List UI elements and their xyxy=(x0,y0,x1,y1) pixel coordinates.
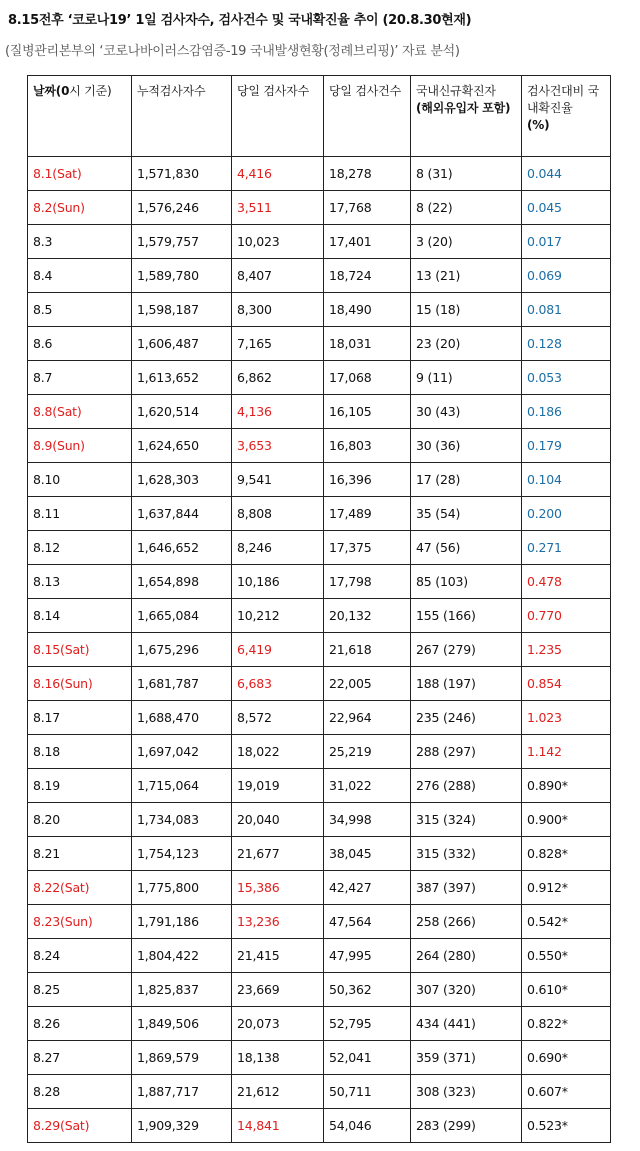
header-date xyxy=(28,76,132,157)
cell-positivity-rate: 0.890* xyxy=(522,769,611,803)
cell-cumulative: 1,613,652 xyxy=(132,361,232,395)
cell-daily-tests: 21,618 xyxy=(324,633,411,667)
table-row xyxy=(28,701,611,735)
cell-date: 8.6 xyxy=(28,327,132,361)
cell-positivity-rate: 0.478 xyxy=(522,565,611,599)
cell-domestic-cases: 23 (20) xyxy=(411,327,522,361)
cell-positivity-rate: 0.186 xyxy=(522,395,611,429)
cell-domestic-cases: 47 (56) xyxy=(411,531,522,565)
header-cumulative: 누적검사자수 xyxy=(132,76,232,157)
cell-daily-testers: 7,165 xyxy=(232,327,324,361)
cell-domestic-cases: 3 (20) xyxy=(411,225,522,259)
cell-daily-testers: 4,416 xyxy=(232,157,324,191)
cell-positivity-rate: 0.550* xyxy=(522,939,611,973)
table-row xyxy=(28,803,611,837)
cell-daily-testers: 10,023 xyxy=(232,225,324,259)
cell-date: 8.11 xyxy=(28,497,132,531)
cell-daily-testers: 15,386 xyxy=(232,871,324,905)
cell-daily-tests: 18,031 xyxy=(324,327,411,361)
cell-cumulative: 1,909,329 xyxy=(132,1109,232,1143)
cell-domestic-cases: 387 (397) xyxy=(411,871,522,905)
cell-positivity-rate: 0.179 xyxy=(522,429,611,463)
cell-daily-tests: 42,427 xyxy=(324,871,411,905)
table-row xyxy=(28,1109,611,1143)
cell-daily-testers: 8,572 xyxy=(232,701,324,735)
cell-date: 8.14 xyxy=(28,599,132,633)
cell-domestic-cases: 8 (22) xyxy=(411,191,522,225)
cell-domestic-cases: 8 (31) xyxy=(411,157,522,191)
cell-daily-tests: 34,998 xyxy=(324,803,411,837)
table-row xyxy=(28,463,611,497)
table-row xyxy=(28,837,611,871)
header-domestic-cases xyxy=(411,76,522,157)
cell-cumulative: 1,620,514 xyxy=(132,395,232,429)
cell-cumulative: 1,887,717 xyxy=(132,1075,232,1109)
cell-daily-tests: 18,490 xyxy=(324,293,411,327)
document-subtitle: (질병관리본부의 ‘코로나바이러스감염증-19 국내발생현황(정례브리핑)’ 자료 분석) xyxy=(5,44,460,59)
table-row xyxy=(28,1041,611,1075)
table-row xyxy=(28,973,611,1007)
cell-date: 8.29(Sat) xyxy=(28,1109,132,1143)
cell-date: 8.23(Sun) xyxy=(28,905,132,939)
cell-daily-tests: 52,041 xyxy=(324,1041,411,1075)
cell-cumulative: 1,637,844 xyxy=(132,497,232,531)
cell-daily-tests: 54,046 xyxy=(324,1109,411,1143)
cell-date: 8.7 xyxy=(28,361,132,395)
cell-cumulative: 1,654,898 xyxy=(132,565,232,599)
cell-cumulative: 1,697,042 xyxy=(132,735,232,769)
cell-daily-tests: 25,219 xyxy=(324,735,411,769)
cell-domestic-cases: 15 (18) xyxy=(411,293,522,327)
cell-daily-tests: 18,724 xyxy=(324,259,411,293)
cell-positivity-rate: 0.610* xyxy=(522,973,611,1007)
cell-positivity-rate: 0.900* xyxy=(522,803,611,837)
cell-daily-tests: 16,396 xyxy=(324,463,411,497)
table-row xyxy=(28,599,611,633)
cell-date: 8.16(Sun) xyxy=(28,667,132,701)
cell-domestic-cases: 283 (299) xyxy=(411,1109,522,1143)
cell-cumulative: 1,849,506 xyxy=(132,1007,232,1041)
cell-domestic-cases: 315 (332) xyxy=(411,837,522,871)
cell-daily-testers: 10,186 xyxy=(232,565,324,599)
cell-domestic-cases: 35 (54) xyxy=(411,497,522,531)
cell-date: 8.26 xyxy=(28,1007,132,1041)
cell-domestic-cases: 434 (441) xyxy=(411,1007,522,1041)
table-row xyxy=(28,1007,611,1041)
cell-positivity-rate: 0.053 xyxy=(522,361,611,395)
cell-daily-tests: 17,375 xyxy=(324,531,411,565)
cell-domestic-cases: 13 (21) xyxy=(411,259,522,293)
cell-daily-tests: 16,105 xyxy=(324,395,411,429)
cell-cumulative: 1,646,652 xyxy=(132,531,232,565)
cell-domestic-cases: 264 (280) xyxy=(411,939,522,973)
cell-domestic-cases: 17 (28) xyxy=(411,463,522,497)
cell-cumulative: 1,665,084 xyxy=(132,599,232,633)
cell-daily-testers: 18,138 xyxy=(232,1041,324,1075)
cell-positivity-rate: 1.142 xyxy=(522,735,611,769)
cell-daily-testers: 13,236 xyxy=(232,905,324,939)
cell-cumulative: 1,576,246 xyxy=(132,191,232,225)
table-row xyxy=(28,871,611,905)
cell-date: 8.15(Sat) xyxy=(28,633,132,667)
cell-daily-testers: 3,653 xyxy=(232,429,324,463)
cell-date: 8.24 xyxy=(28,939,132,973)
cell-positivity-rate: 1.235 xyxy=(522,633,611,667)
table-row xyxy=(28,531,611,565)
header-daily-testers: 당일 검사자수 xyxy=(232,76,324,157)
cell-positivity-rate: 0.044 xyxy=(522,157,611,191)
cell-date: 8.19 xyxy=(28,769,132,803)
cell-daily-testers: 10,212 xyxy=(232,599,324,633)
cell-positivity-rate: 0.690* xyxy=(522,1041,611,1075)
cell-date: 8.2(Sun) xyxy=(28,191,132,225)
cell-domestic-cases: 155 (166) xyxy=(411,599,522,633)
cell-positivity-rate: 0.828* xyxy=(522,837,611,871)
cell-positivity-rate: 0.045 xyxy=(522,191,611,225)
cell-daily-testers: 6,683 xyxy=(232,667,324,701)
table-row xyxy=(28,259,611,293)
table-row xyxy=(28,905,611,939)
cell-date: 8.17 xyxy=(28,701,132,735)
table-row xyxy=(28,939,611,973)
cell-positivity-rate: 0.128 xyxy=(522,327,611,361)
cell-domestic-cases: 315 (324) xyxy=(411,803,522,837)
cell-daily-tests: 22,005 xyxy=(324,667,411,701)
cell-domestic-cases: 235 (246) xyxy=(411,701,522,735)
cell-domestic-cases: 188 (197) xyxy=(411,667,522,701)
stats-table xyxy=(27,75,611,1143)
table-row xyxy=(28,429,611,463)
cell-positivity-rate: 0.081 xyxy=(522,293,611,327)
table-row xyxy=(28,1075,611,1109)
cell-positivity-rate: 0.271 xyxy=(522,531,611,565)
cell-date: 8.10 xyxy=(28,463,132,497)
cell-domestic-cases: 258 (266) xyxy=(411,905,522,939)
cell-daily-testers: 9,541 xyxy=(232,463,324,497)
cell-positivity-rate: 0.017 xyxy=(522,225,611,259)
cell-cumulative: 1,628,303 xyxy=(132,463,232,497)
cell-positivity-rate: 1.023 xyxy=(522,701,611,735)
cell-daily-tests: 17,798 xyxy=(324,565,411,599)
cell-daily-tests: 17,401 xyxy=(324,225,411,259)
cell-date: 8.28 xyxy=(28,1075,132,1109)
cell-daily-testers: 23,669 xyxy=(232,973,324,1007)
table-row xyxy=(28,633,611,667)
cell-cumulative: 1,791,186 xyxy=(132,905,232,939)
cell-domestic-cases: 308 (323) xyxy=(411,1075,522,1109)
cell-cumulative: 1,579,757 xyxy=(132,225,232,259)
cell-daily-tests: 47,995 xyxy=(324,939,411,973)
table-row xyxy=(28,361,611,395)
cell-cumulative: 1,754,123 xyxy=(132,837,232,871)
cell-daily-testers: 6,419 xyxy=(232,633,324,667)
cell-domestic-cases: 30 (36) xyxy=(411,429,522,463)
cell-date: 8.13 xyxy=(28,565,132,599)
cell-positivity-rate: 0.200 xyxy=(522,497,611,531)
cell-positivity-rate: 0.607* xyxy=(522,1075,611,1109)
header-date-main: 날짜(0 xyxy=(33,84,70,98)
document-title: 8.15전후 ‘코로나19’ 1일 검사자수, 검사건수 및 국내확진율 추이 (20.8.30현재) xyxy=(8,13,472,28)
cell-positivity-rate: 0.912* xyxy=(522,871,611,905)
cell-domestic-cases: 359 (371) xyxy=(411,1041,522,1075)
cell-daily-testers: 8,246 xyxy=(232,531,324,565)
table-row xyxy=(28,327,611,361)
cell-cumulative: 1,571,830 xyxy=(132,157,232,191)
cell-cumulative: 1,598,187 xyxy=(132,293,232,327)
cell-cumulative: 1,589,780 xyxy=(132,259,232,293)
cell-daily-tests: 38,045 xyxy=(324,837,411,871)
cell-date: 8.12 xyxy=(28,531,132,565)
cell-daily-tests: 16,803 xyxy=(324,429,411,463)
cell-domestic-cases: 288 (297) xyxy=(411,735,522,769)
table-body xyxy=(28,157,611,1143)
cell-cumulative: 1,688,470 xyxy=(132,701,232,735)
cell-date: 8.25 xyxy=(28,973,132,1007)
header-domestic-sub: (해외유입자 포함) xyxy=(416,101,511,115)
table-row xyxy=(28,157,611,191)
table-header-row xyxy=(28,76,611,157)
cell-daily-testers: 20,073 xyxy=(232,1007,324,1041)
header-domestic-main: 국내신규확진자 xyxy=(416,84,496,98)
cell-date: 8.3 xyxy=(28,225,132,259)
cell-date: 8.18 xyxy=(28,735,132,769)
cell-cumulative: 1,715,064 xyxy=(132,769,232,803)
header-rate-main: 검사건대비 국내확진율 xyxy=(527,84,599,115)
table-row xyxy=(28,395,611,429)
cell-date: 8.8(Sat) xyxy=(28,395,132,429)
cell-domestic-cases: 267 (279) xyxy=(411,633,522,667)
cell-daily-tests: 18,278 xyxy=(324,157,411,191)
cell-cumulative: 1,606,487 xyxy=(132,327,232,361)
cell-cumulative: 1,804,422 xyxy=(132,939,232,973)
cell-cumulative: 1,675,296 xyxy=(132,633,232,667)
cell-daily-testers: 8,407 xyxy=(232,259,324,293)
cell-date: 8.1(Sat) xyxy=(28,157,132,191)
cell-date: 8.4 xyxy=(28,259,132,293)
cell-date: 8.9(Sun) xyxy=(28,429,132,463)
table-row xyxy=(28,667,611,701)
header-positivity-rate xyxy=(522,76,611,157)
cell-cumulative: 1,681,787 xyxy=(132,667,232,701)
cell-daily-tests: 17,768 xyxy=(324,191,411,225)
cell-date: 8.27 xyxy=(28,1041,132,1075)
header-date-rest: 시 기준) xyxy=(69,84,112,98)
cell-daily-tests: 22,964 xyxy=(324,701,411,735)
table-row xyxy=(28,225,611,259)
cell-daily-testers: 19,019 xyxy=(232,769,324,803)
cell-daily-tests: 50,711 xyxy=(324,1075,411,1109)
cell-cumulative: 1,869,579 xyxy=(132,1041,232,1075)
cell-daily-testers: 21,612 xyxy=(232,1075,324,1109)
cell-daily-testers: 4,136 xyxy=(232,395,324,429)
cell-domestic-cases: 9 (11) xyxy=(411,361,522,395)
cell-cumulative: 1,775,800 xyxy=(132,871,232,905)
cell-daily-tests: 50,362 xyxy=(324,973,411,1007)
header-rate-unit: (%) xyxy=(527,118,550,132)
cell-positivity-rate: 0.822* xyxy=(522,1007,611,1041)
cell-date: 8.20 xyxy=(28,803,132,837)
cell-positivity-rate: 0.523* xyxy=(522,1109,611,1143)
cell-daily-tests: 52,795 xyxy=(324,1007,411,1041)
cell-daily-testers: 18,022 xyxy=(232,735,324,769)
cell-date: 8.5 xyxy=(28,293,132,327)
cell-daily-tests: 20,132 xyxy=(324,599,411,633)
cell-daily-tests: 31,022 xyxy=(324,769,411,803)
table-row xyxy=(28,497,611,531)
cell-cumulative: 1,624,650 xyxy=(132,429,232,463)
cell-positivity-rate: 0.069 xyxy=(522,259,611,293)
cell-daily-tests: 17,068 xyxy=(324,361,411,395)
cell-daily-testers: 6,862 xyxy=(232,361,324,395)
table-row xyxy=(28,735,611,769)
cell-cumulative: 1,734,083 xyxy=(132,803,232,837)
cell-daily-testers: 8,808 xyxy=(232,497,324,531)
cell-domestic-cases: 276 (288) xyxy=(411,769,522,803)
cell-positivity-rate: 0.854 xyxy=(522,667,611,701)
cell-date: 8.21 xyxy=(28,837,132,871)
cell-daily-tests: 17,489 xyxy=(324,497,411,531)
cell-cumulative: 1,825,837 xyxy=(132,973,232,1007)
cell-date: 8.22(Sat) xyxy=(28,871,132,905)
cell-daily-tests: 47,564 xyxy=(324,905,411,939)
cell-positivity-rate: 0.770 xyxy=(522,599,611,633)
cell-daily-testers: 20,040 xyxy=(232,803,324,837)
cell-domestic-cases: 85 (103) xyxy=(411,565,522,599)
table-row xyxy=(28,769,611,803)
table-row xyxy=(28,565,611,599)
header-daily-tests: 당일 검사건수 xyxy=(324,76,411,157)
cell-daily-testers: 8,300 xyxy=(232,293,324,327)
cell-domestic-cases: 307 (320) xyxy=(411,973,522,1007)
table-row xyxy=(28,191,611,225)
cell-daily-testers: 3,511 xyxy=(232,191,324,225)
cell-positivity-rate: 0.104 xyxy=(522,463,611,497)
cell-daily-testers: 21,677 xyxy=(232,837,324,871)
cell-daily-testers: 14,841 xyxy=(232,1109,324,1143)
cell-domestic-cases: 30 (43) xyxy=(411,395,522,429)
table-row xyxy=(28,293,611,327)
cell-daily-testers: 21,415 xyxy=(232,939,324,973)
cell-positivity-rate: 0.542* xyxy=(522,905,611,939)
